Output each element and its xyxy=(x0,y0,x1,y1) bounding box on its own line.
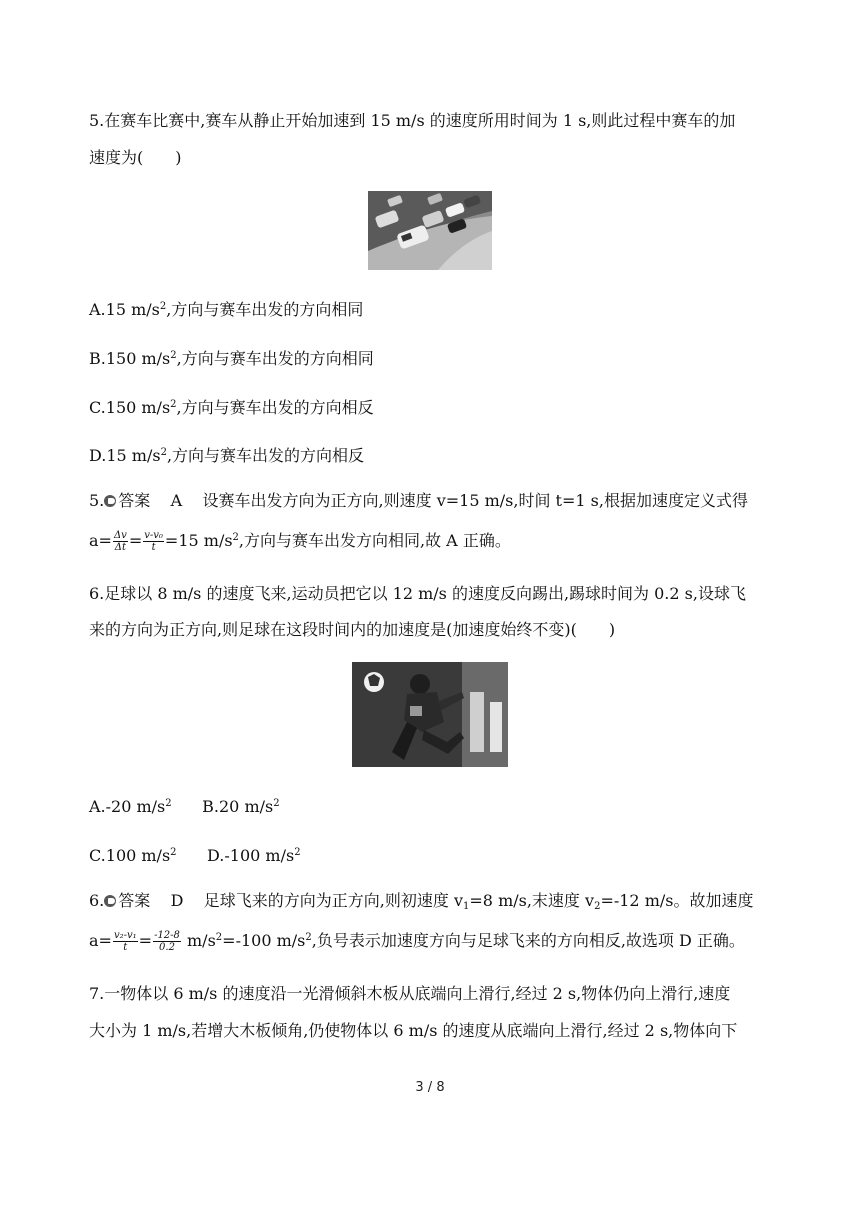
q5-answer-line1: 5. 答案 A 设赛车出发方向为正方向,则速度 v=15 m/s,时间 t=1 s,根据加速度定义式得 xyxy=(89,491,748,510)
q5-option-c: C.150 $m/s^2$,方向与赛车出发的方向相反 xyxy=(89,398,374,417)
q6-option-d: D.-100 $m/s^2$ xyxy=(207,846,301,865)
q7-stem-line2: 大小为 1 m/s,若增大木板倾角,仍使物体以 6 m/s 的速度从底端向上滑行,经过 2 s,物体向下 xyxy=(89,1021,738,1040)
answer-icon xyxy=(104,495,116,507)
fraction: $\frac{-12-8}{0.2}$ xyxy=(154,930,180,953)
q6-options-row1 xyxy=(89,794,280,817)
q5-stem-line1: 5.在赛车比赛中,赛车从静止开始加速到 15 m/s 的速度所用时间为 1 s,则此过程中赛车的加 xyxy=(89,111,736,130)
q7-stem-line1: 7.一物体以 6 m/s 的速度沿一光滑倾斜木板从底端向上滑行,经过 2 s,物体仍向上滑行,速度 xyxy=(89,984,731,1003)
q5-option-b: B.150 $m/s^2$,方向与赛车出发的方向相同 xyxy=(89,349,374,368)
q6-option-a: A.-20 $m/s^2$ xyxy=(89,797,172,816)
race-car-photo xyxy=(368,191,492,270)
fraction: $\frac{\text{v₂-v₁}}{t}$ xyxy=(113,930,137,953)
q6-stem-line1: 6.足球以 8 m/s 的速度飞来,运动员把它以 12 m/s 的速度反向踢出,踢球时间为 0.2 s,设球飞 xyxy=(89,584,746,603)
q6-option-c: C.100 $m/s^2$ xyxy=(89,846,177,865)
q5-option-a: A.15 $m/s^2$,方向与赛车出发的方向相同 xyxy=(89,300,364,319)
q6-options-row2 xyxy=(89,843,301,866)
answer-icon xyxy=(104,895,116,907)
q5-stem-line2: 速度为( ) xyxy=(89,148,182,167)
fraction: $\frac{\text{v-v₀}}{t}$ xyxy=(144,530,163,553)
q6-stem-line2: 来的方向为正方向,则足球在这段时间内的加速度是(加速度始终不变)( ) xyxy=(89,620,616,639)
q6-option-b: B.20 $m/s^2$ xyxy=(202,797,280,816)
q5-option-d: D.15 $m/s^2$,方向与赛车出发的方向相反 xyxy=(89,446,365,465)
soccer-player-photo xyxy=(352,662,508,767)
q6-answer-line1: 6. 答案 D 足球飞来的方向为正方向,则初速度 $v_1=8$ m/s,末速度 $v_2=-12$ m/s。故加速度 xyxy=(89,891,754,912)
q6-answer-line2: a= $\frac{\text{v₂-v₁}}{t}$ = $\frac{-12-8}{0.2}$ $m/s^2=-100$ $m/s^2$,负号表示加速度方向与足球飞来的方向相反,故选项 D 正确。 xyxy=(89,930,745,953)
page-number: 3 / 8 xyxy=(415,1080,445,1095)
q5-answer-line2: a= $\frac{\Delta v}{\Delta t}$ = $\frac{\text{v-v₀}}{t}$ =15 $m/s^2$,方向与赛车出发方向相同,故 A 正确。 xyxy=(89,530,511,553)
fraction: $\frac{\Delta v}{\Delta t}$ xyxy=(113,530,127,553)
